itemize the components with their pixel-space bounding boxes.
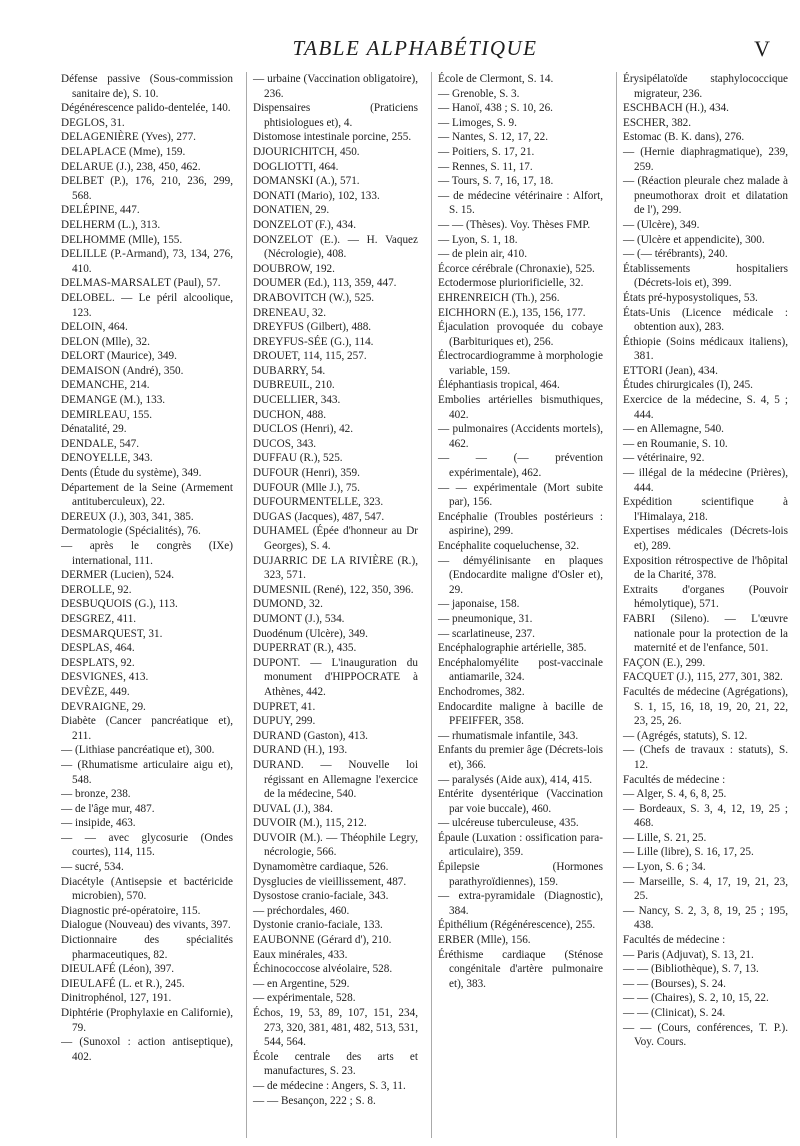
index-entry: — Grenoble, S. 3. xyxy=(438,87,520,100)
index-entry: DUPONT. — L'inauguration du monument d'HIPPOCRATE à Athènes, 442. xyxy=(253,656,418,698)
index-entry: DELILLE (P.-Armand), 73, 134, 276, 410. xyxy=(61,248,233,275)
index-entry: Distomose intestinale porcine, 255. xyxy=(253,131,412,144)
index-entry: DUCLOS (Henri), 42. xyxy=(253,423,354,436)
index-entry: Dysglucies de vieillissement, 487. xyxy=(253,875,407,888)
index-entry: — (Lithiase pancréatique et), 300. xyxy=(61,744,215,757)
index-entry: — de l'âge mur, 487. xyxy=(61,802,155,815)
index-entry: DUMONT (J.), 534. xyxy=(253,612,345,625)
index-entry: — Nantes, S. 12, 17, 22. xyxy=(438,131,549,144)
index-entry: — extra-pyramidale (Diagnostic), 384. xyxy=(438,890,603,917)
index-entry: — — (— prévention expérimentale), 462. xyxy=(438,452,603,480)
index-entry: Estomac (B. K. dans), 276. xyxy=(623,131,745,144)
index-entry: — démyélinisante en plaques (Endocardite maligne d'Osler et), 29. xyxy=(438,554,603,596)
index-entry: DUBARRY, 54. xyxy=(253,364,326,377)
index-entry: Dialogue (Nouveau) des vivants, 397. xyxy=(61,919,231,932)
index-entry: Extraits d'organes (Pouvoir hémolytique), 571. xyxy=(623,583,788,611)
index-entry: — urbaine (Vaccination obligatoire), 236. xyxy=(253,73,418,100)
index-entry: DURAND. — Nouvelle loi régissant en Allemagne l'exercice de la médecine, 540. xyxy=(253,758,418,801)
index-entry: Dégénérescence palido-dentelée, 140. xyxy=(61,102,231,115)
index-entry: — illégal de la médecine (Prières), 444. xyxy=(623,467,788,494)
index-entry: Dents (Étude du système), 349. xyxy=(61,467,202,480)
index-entry: — bronze, 238. xyxy=(61,788,131,801)
index-entry: — en Allemagne, 540. xyxy=(623,423,724,436)
index-entry: — paralysés (Aide aux), 414, 415. xyxy=(438,773,593,786)
index-entry: — (Rhumatisme articulaire aigu et), 548. xyxy=(61,758,233,786)
index-entry: Diacétyle (Antisepsie et bactéricide microbien), 570. xyxy=(61,875,233,903)
index-entry: DELHOMME (Mlle), 155. xyxy=(61,233,183,246)
index-entry: DESBUQUOIS (G.), 113. xyxy=(61,598,178,611)
index-entry: Expédition scientifique à l'Himalaya, 218. xyxy=(623,496,788,523)
index-entry: Enfants du premier âge (Décrets-lois et), 366. xyxy=(438,744,603,771)
index-entry: Facultés de médecine : xyxy=(623,934,726,947)
index-entry: Expertises médicales (Décrets-lois et), 289. xyxy=(623,525,788,552)
index-entry: DESPLATS, 92. xyxy=(61,656,135,669)
index-entry: Dynamomètre cardiaque, 526. xyxy=(253,861,389,874)
index-entry: DERMER (Lucien), 524. xyxy=(61,569,175,582)
index-entry: Établissements hospitaliers (Décrets-lois et), 399. xyxy=(623,262,788,290)
index-entry: Épaule (Luxation : ossification para-articulaire), 359. xyxy=(438,831,603,859)
index-entry: Échos, 19, 53, 89, 107, 151, 234, 273, 320, 381, 481, 482, 513, 531, 544, 564. xyxy=(253,1007,418,1049)
index-entry: — Paris (Adjuvat), S. 13, 21. xyxy=(623,948,754,961)
index-entry: DROUET, 114, 115, 257. xyxy=(253,350,367,363)
index-entry: EICHHORN (E.), 135, 156, 177. xyxy=(438,306,586,319)
index-entry: — Lille (libre), S. 16, 17, 25. xyxy=(623,846,754,859)
index-entry: DUVAL (J.), 384. xyxy=(253,802,333,815)
index-entry: Ectodermose pluriorificielle, 32. xyxy=(438,277,584,290)
index-entry: — — (Bibliothèque), S. 7, 13. xyxy=(623,963,759,976)
index-entry: DEMIRLEAU, 155. xyxy=(61,408,153,421)
index-entry: DUHAMEL (Épée d'honneur au Dr Georges), S. 4. xyxy=(253,525,418,552)
index-entry: DEROLLE, 92. xyxy=(61,583,132,596)
index-entry: DOUMER (Ed.), 113, 359, 447. xyxy=(253,277,397,290)
page-header xyxy=(60,36,770,68)
index-entry: — — (Thèses). Voy. Thèses FMP. xyxy=(438,218,591,231)
index-entry: Épilepsie (Hormones parathyroïdiennes), 159. xyxy=(438,861,603,888)
index-entry: Échinococcose alvéolaire, 528. xyxy=(253,963,393,976)
index-entry: — pulmonaires (Accidents mortels), 462. xyxy=(438,423,603,450)
index-entry: École de Clermont, S. 14. xyxy=(438,73,554,85)
index-entry: FACQUET (J.), 115, 277, 301, 382. xyxy=(623,671,783,684)
index-entry: DONZELOT (F.), 434. xyxy=(253,218,356,231)
index-entry: Dictionnaire des spécialités pharmaceutiques, 82. xyxy=(61,934,233,961)
index-entry: DIEULAFÉ (L. et R.), 245. xyxy=(61,977,185,990)
index-entry: DURAND (Gaston), 413. xyxy=(253,729,368,742)
index-entry: DEMANCHE, 214. xyxy=(61,379,150,392)
index-entry: — japonaise, 158. xyxy=(438,598,520,611)
index-entry: DENDALE, 547. xyxy=(61,437,139,450)
index-entry: Enchodromes, 382. xyxy=(438,685,525,698)
index-entry: DUBREUIL, 210. xyxy=(253,379,335,392)
index-entry: DUVOIR (M.). — Théophile Legry, nécrologie, 566. xyxy=(253,831,418,859)
index-entry: — Lille, S. 21, 25. xyxy=(623,831,707,844)
index-entry: DEMANGE (M.), 133. xyxy=(61,394,166,407)
index-entry: — expérimentale, 528. xyxy=(253,992,356,1005)
index-entry: Dermatologie (Spécialités), 76. xyxy=(61,525,201,538)
index-entry: — (Sunoxol : action antiseptique), 402. xyxy=(61,1036,233,1063)
index-entry: DELOIN, 464. xyxy=(61,321,128,334)
index-entry: — sucré, 534. xyxy=(61,861,124,874)
index-entry: — (Hernie diaphragmatique), 239, 259. xyxy=(623,145,788,173)
index-entry: Endocardite maligne à bacille de PFEIFFER, 358. xyxy=(438,700,603,728)
index-entry: — en Argentine, 529. xyxy=(253,977,350,990)
index-entry: Diabète (Cancer pancréatique et), 211. xyxy=(61,715,233,742)
index-entry: DUFOURMENTELLE, 323. xyxy=(253,496,384,509)
index-entry: DRENEAU, 32. xyxy=(253,306,327,319)
index-entry: États pré-hyposystoliques, 53. xyxy=(623,291,758,304)
index-entry: Écorce cérébrale (Chronaxie), 525. xyxy=(438,262,595,275)
index-entry: DELBET (P.), 176, 210, 236, 299, 568. xyxy=(61,175,233,202)
index-entry: DELHERM (L.), 313. xyxy=(61,218,161,231)
index-entry: Électrocardiogramme à morphologie variable, 159. xyxy=(438,350,603,377)
index-entry: DUFFAU (R.), 525. xyxy=(253,452,343,465)
index-entry: — — expérimentale (Mort subite par), 156. xyxy=(438,481,603,509)
index-entry: Éjaculation provoquée du cobaye (Barbituriques et), 256. xyxy=(438,321,603,348)
index-entry: DESVIGNES, 413. xyxy=(61,671,149,684)
index-entry: — après le congrès (IXe) international, 111. xyxy=(61,540,233,567)
index-entry: DONATI (Mario), 102, 133. xyxy=(253,189,380,202)
index-entry: — — (Cours, conférences, T. P.). Voy. Cours. xyxy=(623,1021,788,1049)
index-entry: — (— térébrants), 240. xyxy=(623,248,728,261)
index-entry: Exposition rétrospective de l'hôpital de la Charité, 378. xyxy=(623,554,788,582)
index-entry: DEMAISON (André), 350. xyxy=(61,364,184,377)
index-entry: — de médecine : Angers, S. 3, 11. xyxy=(253,1079,406,1092)
index-entry: Entérite dysentérique (Vaccination par voie buccale), 460. xyxy=(438,788,603,815)
index-entry: DENOYELLE, 343. xyxy=(61,452,153,465)
index-entry: DELON (Mlle), 32. xyxy=(61,335,150,348)
index-entry: DUPERRAT (R.), 435. xyxy=(253,642,357,655)
index-entry: — préchordales, 460. xyxy=(253,904,350,917)
index-entry: Éréthisme cardiaque (Sténose congénitale d'artère pulmonaire et), 383. xyxy=(438,948,603,990)
index-entry: — Bordeaux, S. 3, 4, 12, 19, 25 ; 468. xyxy=(623,802,788,830)
index-entry: ETTORI (Jean), 434. xyxy=(623,364,718,377)
index-entry: — de médecine vétérinaire : Alfort, S. 15. xyxy=(438,189,603,217)
index-entry: — Marseille, S. 4, 17, 19, 21, 23, 25. xyxy=(623,875,788,903)
index-entry: Encéphalographie artérielle, 385. xyxy=(438,642,587,655)
index-entry: Érysipélatoïde staphylococcique migrateur, 236. xyxy=(623,73,788,100)
index-entry: DOUBROW, 192. xyxy=(253,262,335,275)
index-entry: Défense passive (Sous-commission sanitaire de), S. 10. xyxy=(61,73,233,100)
index-entry: — Tours, S. 7, 16, 17, 18. xyxy=(438,175,554,188)
index-entry: DEGLOS, 31. xyxy=(61,116,125,129)
index-column-4 xyxy=(616,72,788,1138)
index-entry: DUJARRIC DE LA RIVIÈRE (R.), 323, 571. xyxy=(253,554,418,582)
index-entry: DONATIEN, 29. xyxy=(253,204,330,217)
index-entry: DEVÈZE, 449. xyxy=(61,685,130,698)
index-entry: DESGREZ, 411. xyxy=(61,612,137,625)
index-entry: EAUBONNE (Gérard d'), 210. xyxy=(253,934,392,947)
index-entry: — ulcéreuse tuberculeuse, 435. xyxy=(438,817,579,830)
index-entry: Épithélium (Régénérescence), 255. xyxy=(438,919,596,932)
index-column-1 xyxy=(61,72,233,1138)
index-entry: DUGAS (Jacques), 487, 547. xyxy=(253,510,385,523)
index-entry: — — (Bourses), S. 24. xyxy=(623,977,726,990)
index-entry: Éthiopie (Soins médicaux italiens), 381. xyxy=(623,335,788,363)
index-entry: Dénatalité, 29. xyxy=(61,423,127,436)
index-entry: DREYFUS (Gilbert), 488. xyxy=(253,321,372,334)
index-entry: — rhumatismale infantile, 343. xyxy=(438,729,579,742)
index-entry: DUMOND, 32. xyxy=(253,598,323,611)
index-entry: — (Ulcère et appendicite), 300. xyxy=(623,233,765,246)
index-entry: DEVRAIGNE, 29. xyxy=(61,700,146,713)
index-entry: DEREUX (J.), 303, 341, 385. xyxy=(61,510,194,523)
index-entry: DELARUE (J.), 238, 450, 462. xyxy=(61,160,201,173)
index-entry: Diagnostic pré-opératoire, 115. xyxy=(61,904,201,917)
index-entry: — Alger, S. 4, 6, 8, 25. xyxy=(623,788,727,801)
index-entry: — — avec glycosurie (Ondes courtes), 114, 115. xyxy=(61,831,233,859)
index-entry: Études chirurgicales (I), 245. xyxy=(623,379,753,392)
index-entry: ERBER (Mlle), 156. xyxy=(438,934,531,947)
running-title: TABLE ALPHABÉTIQUE xyxy=(292,36,538,60)
index-entry: — Nancy, S. 2, 3, 8, 19, 25 ; 195, 438. xyxy=(623,904,788,932)
index-entry: DUPRET, 41. xyxy=(253,700,316,713)
index-entry: — (Réaction pleurale chez malade à pneumothorax droit et dilatation de l'), 299. xyxy=(623,175,788,217)
index-entry: DESMARQUEST, 31. xyxy=(61,627,163,640)
index-entry: ESCHBACH (H.), 434. xyxy=(623,102,729,115)
index-entry: DJOURICHITCH, 450. xyxy=(253,145,360,158)
index-entry: Duodénum (Ulcère), 349. xyxy=(253,627,368,640)
index-entry: DUPUY, 299. xyxy=(253,715,316,728)
index-entry: Encéphalie (Troubles postérieurs : aspirine), 299. xyxy=(438,510,603,538)
index-entry: Dysostose cranio-faciale, 343. xyxy=(253,890,389,903)
index-entry: — Lyon, S. 6 ; 34. xyxy=(623,861,706,874)
index-entry: Embolies artérielles bismuthiques, 402. xyxy=(438,394,603,421)
index-entry: — vétérinaire, 92. xyxy=(623,452,705,465)
index-entry: DELAGENIÈRE (Yves), 277. xyxy=(61,131,196,144)
index-entry: DIEULAFÉ (Léon), 397. xyxy=(61,963,175,976)
index-entry: — — (Chaires), S. 2, 10, 15, 22. xyxy=(623,992,769,1005)
index-entry: Facultés de médecine (Agrégations), S. 1, 15, 16, 18, 19, 20, 21, 22, 23, 25, 26. xyxy=(623,685,788,728)
index-entry: DRABOVITCH (W.), 525. xyxy=(253,291,375,304)
index-entry: DUCHON, 488. xyxy=(253,408,327,421)
index-entry: École centrale des arts et manufactures, S. 23. xyxy=(253,1050,418,1078)
index-entry: DUMESNIL (René), 122, 350, 396. xyxy=(253,583,414,596)
index-entry: Encéphalomyélite post-vaccinale antiamarile, 324. xyxy=(438,656,603,684)
index-entry: — (Agrégés, statuts), S. 12. xyxy=(623,729,748,742)
index-entry: — — Besançon, 222 ; S. 8. xyxy=(253,1094,376,1107)
index-entry: — pneumonique, 31. xyxy=(438,612,533,625)
index-entry: DELÉPINE, 447. xyxy=(61,204,140,217)
index-entry: Dystonie cranio-faciale, 133. xyxy=(253,919,383,932)
index-entry: — — (Clinicat), S. 24. xyxy=(623,1007,726,1019)
index-entry: Exercice de la médecine, S. 4, 5 ; 444. xyxy=(623,394,788,421)
index-entry: DONZELOT (E.). — H. Vaquez (Nécrologie), 408. xyxy=(253,233,418,261)
index-entry: DELORT (Maurice), 349. xyxy=(61,350,177,363)
index-entry: DELMAS-MARSALET (Paul), 57. xyxy=(61,277,221,290)
index-entry: Facultés de médecine : xyxy=(623,773,726,786)
index-entry: Diphtérie (Prophylaxie en Californie), 79. xyxy=(61,1007,233,1034)
index-entry: DOGLIOTTI, 464. xyxy=(253,160,339,173)
index-entry: ESCHER, 382. xyxy=(623,116,692,129)
index-entry: DELAPLACE (Mme), 159. xyxy=(61,145,186,158)
index-column-3 xyxy=(431,72,603,1138)
index-entry: DUFOUR (Henri), 359. xyxy=(253,467,360,480)
index-entry: — (Ulcère), 349. xyxy=(623,218,700,231)
index-entry: États-Unis (Licence médicale : obtention aux), 283. xyxy=(623,306,788,334)
index-entry: — Poitiers, S. 17, 21. xyxy=(438,145,535,158)
index-entry: DURAND (H.), 193. xyxy=(253,744,348,757)
index-entry: DUFOUR (Mlle J.), 75. xyxy=(253,481,360,494)
index-entry: — Rennes, S. 11, 17. xyxy=(438,160,533,173)
index-entry: DOMANSKI (A.), 571. xyxy=(253,175,360,188)
index-entry: — insipide, 463. xyxy=(61,817,136,830)
index-entry: Département de la Seine (Armement antituberculeux), 22. xyxy=(61,481,233,509)
index-entry: FABRI (Sileno). — L'œuvre nationale pour la protection de la maternité et de l'enfance, 501. xyxy=(623,612,788,655)
index-entry: — de plein air, 410. xyxy=(438,248,528,261)
page-number: V xyxy=(754,36,770,61)
index-entry: — Hanoï, 438 ; S. 10, 26. xyxy=(438,102,553,115)
index-column-2 xyxy=(246,72,418,1138)
index-entry: Eaux minérales, 433. xyxy=(253,948,348,961)
index-entry: DUCELLIER, 343. xyxy=(253,394,341,407)
index-columns xyxy=(61,72,791,1138)
index-entry: EHRENREICH (Th.), 256. xyxy=(438,291,560,304)
index-entry: — Limoges, S. 9. xyxy=(438,116,517,129)
index-entry: Encéphalite coqueluchense, 32. xyxy=(438,540,580,552)
index-entry: — scarlatineuse, 237. xyxy=(438,627,535,640)
index-entry: DUCOS, 343. xyxy=(253,437,317,450)
index-entry: Éléphantiasis tropical, 464. xyxy=(438,379,560,392)
index-entry: FAÇON (E.), 299. xyxy=(623,656,706,669)
index-entry: Dinitrophénol, 127, 191. xyxy=(61,992,172,1005)
index-entry: — (Chefs de travaux : statuts), S. 12. xyxy=(623,744,788,771)
index-entry: Dispensaires (Praticiens phtisiologues et), 4. xyxy=(253,102,418,129)
index-entry: DUVOIR (M.), 115, 212. xyxy=(253,817,367,830)
index-entry: — Lyon, S. 1, 18. xyxy=(438,233,518,246)
index-entry: DESPLAS, 464. xyxy=(61,642,135,655)
index-entry: — en Roumanie, S. 10. xyxy=(623,437,728,450)
index-entry: DELOBEL. — Le péril alcoolique, 123. xyxy=(61,291,233,319)
index-entry: DREYFUS-SÉE (G.), 114. xyxy=(253,335,374,348)
